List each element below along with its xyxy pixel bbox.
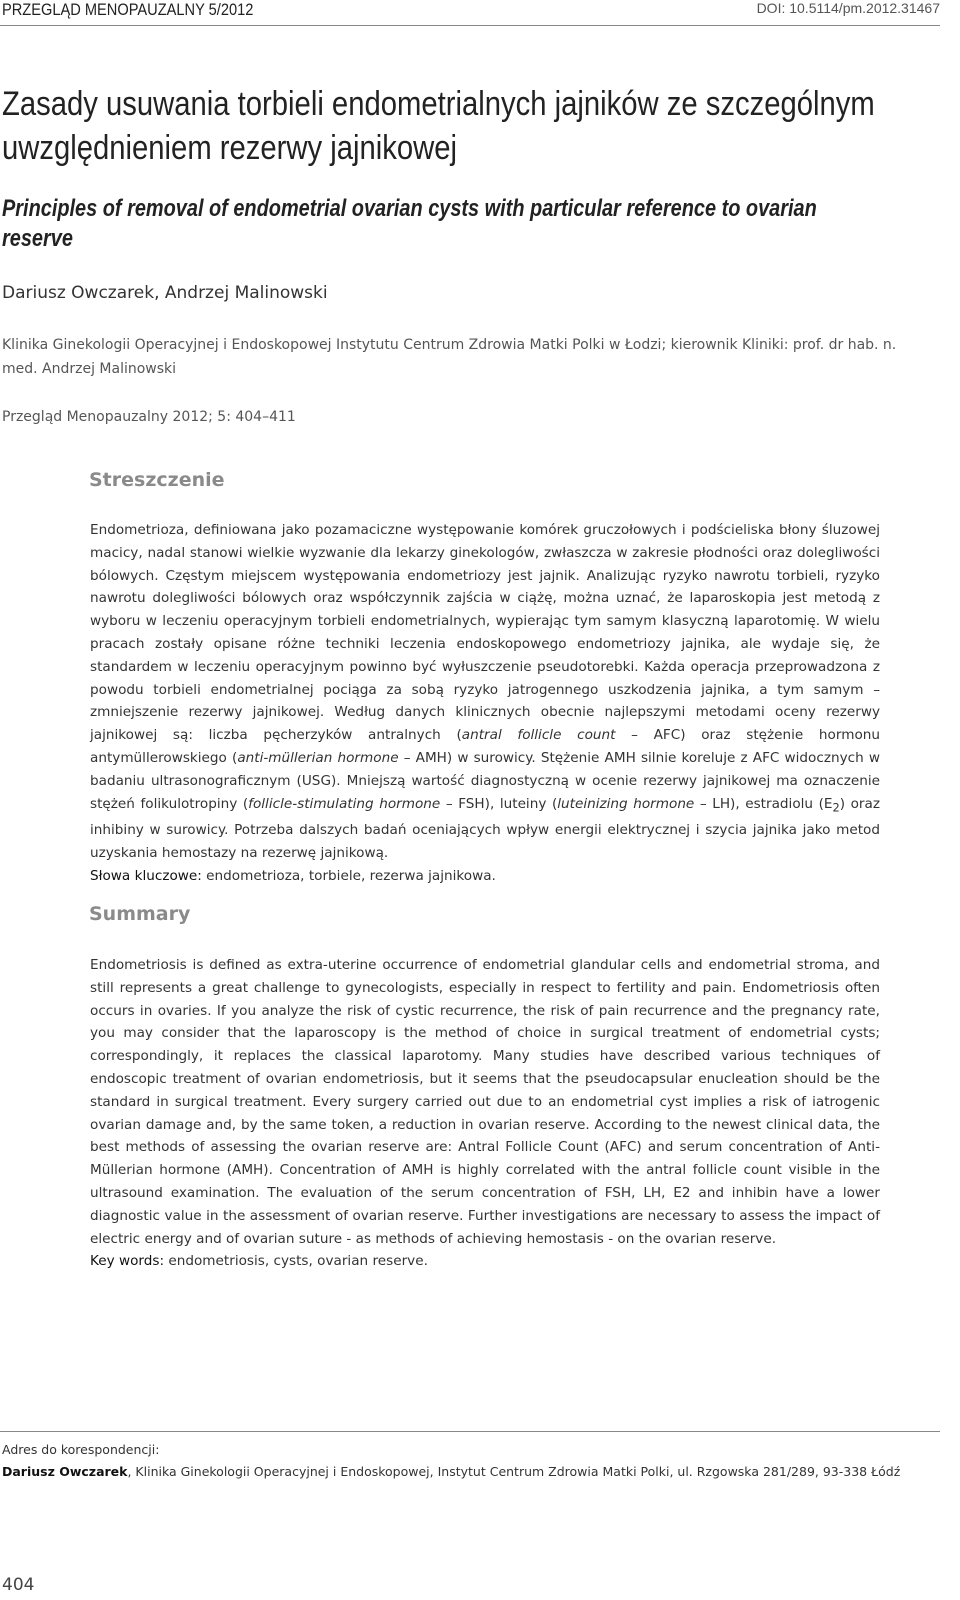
streszczenie-abstract (62, 519, 880, 887)
doi: DOI: 10.5114/pm.2012.31467 (756, 0, 940, 16)
keywords-pl-value: endometrioza, torbiele, rezerwa jajnikowa. (201, 867, 496, 884)
correspondence-details: , Klinika Ginekologii Operacyjnej i Endoskopowej, Instytut Centrum Zdrowia Matki Polki, ul. Rzgowska 281/289, 93-338 Łódź (127, 1464, 901, 1479)
citation: Przegląd Menopauzalny 2012; 5: 404–411 (2, 409, 296, 425)
correspondence-name: Dariusz Owczarek (2, 1464, 128, 1479)
footer-divider (0, 1431, 940, 1432)
streszczenie-heading: Streszczenie (89, 469, 225, 491)
keywords-en-value: endometriosis, cysts, ovarian reserve. (164, 1253, 428, 1270)
keywords-pl-label: Słowa kluczowe: (90, 867, 202, 884)
header-divider (0, 25, 940, 26)
article-title: Zasady usuwania torbieli endometrialnych jajników ze szczególnym uwzględnieniem rezerwy jajnikowej (2, 85, 875, 167)
keywords-pl (62, 865, 880, 888)
affiliation: Klinika Ginekologii Operacyjnej i Endoskopowej Instytutu Centrum Zdrowia Matki Polki w Łodzi; kierownik Kliniki: prof. dr hab. n. med. Andrzej Malinowski (2, 337, 897, 377)
journal-header: PRZEGLĄD MENOPAUZALNY 5/2012 (2, 0, 254, 19)
correspondence-address (2, 1464, 942, 1479)
correspondence-label: Adres do korespondencji: (2, 1442, 160, 1457)
article-subtitle: Principles of removal of endometrial ovarian cysts with particular reference to ovarian reserve (2, 195, 817, 252)
page-number: 404 (2, 1575, 35, 1595)
keywords-en (62, 1250, 880, 1273)
authors: Dariusz Owczarek, Andrzej Malinowski (2, 283, 328, 303)
keywords-en-label: Key words: (90, 1253, 165, 1270)
summary-text: Endometriosis is defined as extra-uterine occurrence of endometrial glandular cells and endometrial stroma, and still represents a great challenge to gynecologists, especially in respect to fertility and pain. Endometriosis often occurs in ovaries. If you analyze the risk of cystic recurrence, the risk of pain recurrence and the pregnancy rate, you may consider that the laparoscopy is the method of choice in surgical treatment of endometrial cysts; correspondingly, it replaces the classical laparotomy. Many studies have described various techniques of endoscopic treatment of ovarian endometriosis, but it seems that the pseudocapsular enucleation should be the standard in surgical treatment. Every surgery carried out due to an endometrial cyst implies a risk of iatrogenic ovarian damage and, by the same token, a reduction in ovarian reserve. According to the newest clinical data, the best methods of assessing the ovarian reserve are: Antral Follicle Count (AFC) and serum concentration of Anti-Müllerian hormone (AMH). Concentration of AMH is highly correlated with the antral follicle count visible in the ultrasound examination. The evaluation of the serum concentration of FSH, LH, E2 and inhibin have a lower diagnostic value in the assessment of ovarian reserve. Further investigations are necessary to assess the impact of electric energy and of ovarian suture - as methods of achieving hemostasis - on the ovarian reserve. (90, 957, 880, 1247)
streszczenie-text: Endometrioza, definiowana jako pozamaciczne występowanie komórek gruczołowych i podścieliska błony śluzowej macicy, nadal stanowi wielkie wyzwanie dla lekarzy ginekologów, zwłaszcza w zakresie płodności oraz dolegliwości bólowych. Częstym miejscem występowania endometriozy jest jajnik. Analizując ryzyko nawrotu torbieli, ryzyko nawrotu dolegliwości bólowych oraz współczynnik zajścia w ciążę, można uznać, że laparoskopia jest metodą z wyboru w leczeniu operacyjnym torbieli endometrialnych, wypierając tym samym klasyczną laparotomię. W wielu pracach zostały opisane różne techniki leczenia endoskopowego endometriozy jajnika, ale wydaje się, że standardem w leczeniu operacyjnym powinno być wyłuszczenie pseudotorebki. Każda operacja przeprowadzona z powodu torbieli endometrialnej pociąga za sobą ryzyko jatrogennego uszkodzenia jajnika, a tym samym – zmniejszenie rezerwy jajnikowej. Według danych klinicznych obecnie najlepszymi metodami oceny rezerwy jajnikowej są: liczba pęcherzyków antralnych (antral follicle count – AFC) oraz stężenie hormonu antymüllerowskiego (anti-müllerian hormone – AMH) w surowicy. Stężenie AMH silnie koreluje z AFC widocznych w badaniu ultrasonograficznym (USG). Mniejszą wartość diagnostyczną w ocenie rezerwy jajnikowej ma oznaczenie stężeń folikulotropiny (follicle-stimulating hormone – FSH), luteiny (luteinizing hormone – LH), estradiolu $(E_2)$ oraz inhibiny w surowicy. Potrzeba dalszych badań oceniających wpływ energii elektrycznej i szycia jajnika jako metod uzyskania hemostazy na rezerwę jajnikową. (90, 522, 881, 861)
summary-heading: Summary (89, 903, 191, 925)
summary-abstract (62, 954, 880, 1273)
